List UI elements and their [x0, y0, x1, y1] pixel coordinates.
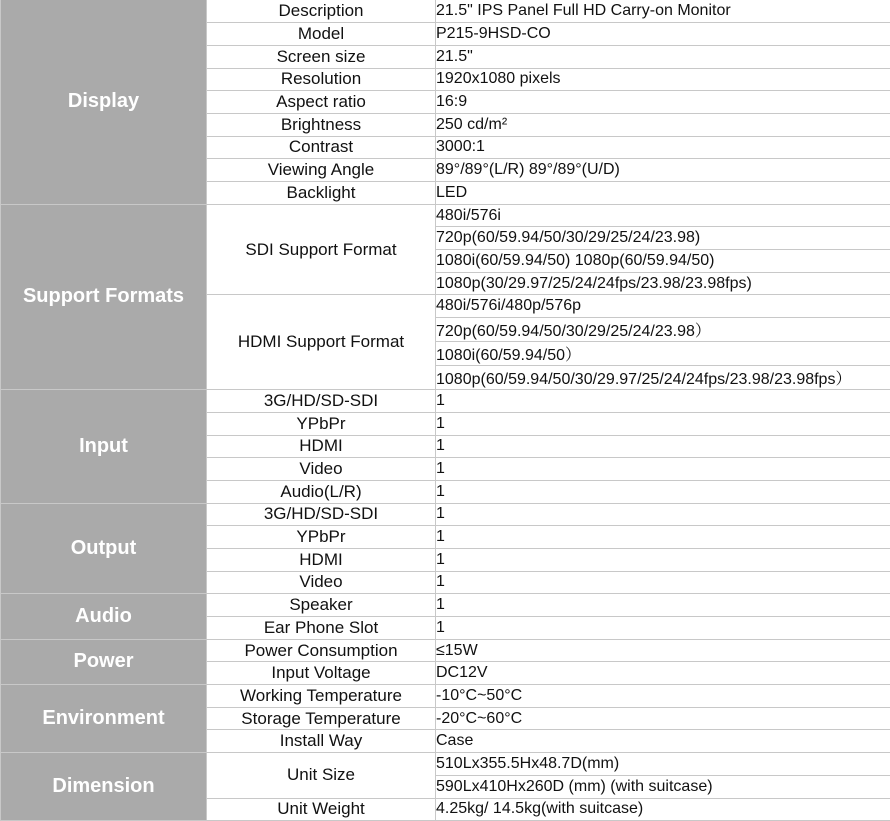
- value-cell: ≤15W: [436, 639, 890, 662]
- parameter-cell: Video: [207, 571, 436, 594]
- value-cell: 480i/576i: [436, 204, 890, 227]
- parameter-cell: Screen size: [207, 45, 436, 68]
- value-cell: 1080i(60/59.94/50) 1080p(60/59.94/50): [436, 250, 890, 273]
- value-cell: 1920x1080 pixels: [436, 68, 890, 91]
- value-cell: 1: [436, 435, 890, 458]
- category-cell: Dimension: [1, 753, 207, 821]
- parameter-cell: SDI Support Format: [207, 204, 436, 295]
- category-cell: Power: [1, 639, 207, 684]
- value-cell: 250 cd/m²: [436, 113, 890, 136]
- table-row: [1, 204, 890, 227]
- parameter-cell: Unit Weight: [207, 798, 436, 821]
- value-cell: 1: [436, 594, 890, 617]
- category-cell: Input: [1, 390, 207, 503]
- parameter-cell: Description: [207, 0, 436, 23]
- value-cell: 1: [436, 390, 890, 413]
- spec-table-body: [1, 0, 890, 821]
- table-row: [1, 0, 890, 23]
- value-cell: 1: [436, 526, 890, 549]
- parameter-cell: Ear Phone Slot: [207, 617, 436, 640]
- value-cell: 89°/89°(L/R) 89°/89°(U/D): [436, 159, 890, 182]
- value-cell: LED: [436, 182, 890, 205]
- parameter-cell: Storage Temperature: [207, 707, 436, 730]
- table-row: [1, 503, 890, 526]
- value-cell: 720p(60/59.94/50/30/29/25/24/23.98): [436, 227, 890, 250]
- value-cell: 480i/576i/480p/576p: [436, 295, 890, 318]
- value-cell: -20°C~60°C: [436, 707, 890, 730]
- value-cell: 1: [436, 412, 890, 435]
- table-row: [1, 639, 890, 662]
- parameter-cell: 3G/HD/SD-SDI: [207, 390, 436, 413]
- table-row: [1, 594, 890, 617]
- parameter-cell: 3G/HD/SD-SDI: [207, 503, 436, 526]
- value-cell: 1080p(60/59.94/50/30/29.97/25/24/24fps/23.98/23.98fps）: [436, 366, 890, 390]
- value-cell: 21.5": [436, 45, 890, 68]
- value-cell: 1: [436, 480, 890, 503]
- parameter-cell: Viewing Angle: [207, 159, 436, 182]
- parameter-cell: Input Voltage: [207, 662, 436, 685]
- parameter-cell: Power Consumption: [207, 639, 436, 662]
- value-cell: 16:9: [436, 91, 890, 114]
- parameter-cell: Brightness: [207, 113, 436, 136]
- value-cell: 1080i(60/59.94/50）: [436, 342, 890, 366]
- parameter-cell: HDMI Support Format: [207, 295, 436, 390]
- parameter-cell: Video: [207, 458, 436, 481]
- value-cell: 1: [436, 617, 890, 640]
- parameter-cell: Model: [207, 23, 436, 46]
- category-cell: Display: [1, 0, 207, 204]
- parameter-cell: YPbPr: [207, 412, 436, 435]
- parameter-cell: Install Way: [207, 730, 436, 753]
- value-cell: 1: [436, 503, 890, 526]
- parameter-cell: Contrast: [207, 136, 436, 159]
- parameter-cell: Speaker: [207, 594, 436, 617]
- value-cell: 1: [436, 458, 890, 481]
- value-cell: DC12V: [436, 662, 890, 685]
- category-cell: Audio: [1, 594, 207, 639]
- parameter-cell: Resolution: [207, 68, 436, 91]
- value-cell: 21.5" IPS Panel Full HD Carry-on Monitor: [436, 0, 890, 23]
- parameter-cell: YPbPr: [207, 526, 436, 549]
- category-cell: Support Formats: [1, 204, 207, 389]
- value-cell: Case: [436, 730, 890, 753]
- table-row: [1, 685, 890, 708]
- table-row: [1, 753, 890, 776]
- parameter-cell: Aspect ratio: [207, 91, 436, 114]
- category-cell: Output: [1, 503, 207, 594]
- value-cell: 4.25kg/ 14.5kg(with suitcase): [436, 798, 890, 821]
- parameter-cell: Audio(L/R): [207, 480, 436, 503]
- table-row: [1, 390, 890, 413]
- value-cell: -10°C~50°C: [436, 685, 890, 708]
- value-cell: 510Lx355.5Hx48.7D(mm): [436, 753, 890, 776]
- parameter-cell: HDMI: [207, 548, 436, 571]
- parameter-cell: Unit Size: [207, 753, 436, 798]
- parameter-cell: HDMI: [207, 435, 436, 458]
- value-cell: 590Lx410Hx260D (mm) (with suitcase): [436, 775, 890, 798]
- value-cell: 720p(60/59.94/50/30/29/25/24/23.98）: [436, 318, 890, 342]
- value-cell: 1: [436, 548, 890, 571]
- value-cell: 3000:1: [436, 136, 890, 159]
- value-cell: 1: [436, 571, 890, 594]
- value-cell: P215-9HSD-CO: [436, 23, 890, 46]
- value-cell: 1080p(30/29.97/25/24/24fps/23.98/23.98fps): [436, 272, 890, 295]
- parameter-cell: Backlight: [207, 182, 436, 205]
- parameter-cell: Working Temperature: [207, 685, 436, 708]
- category-cell: Environment: [1, 685, 207, 753]
